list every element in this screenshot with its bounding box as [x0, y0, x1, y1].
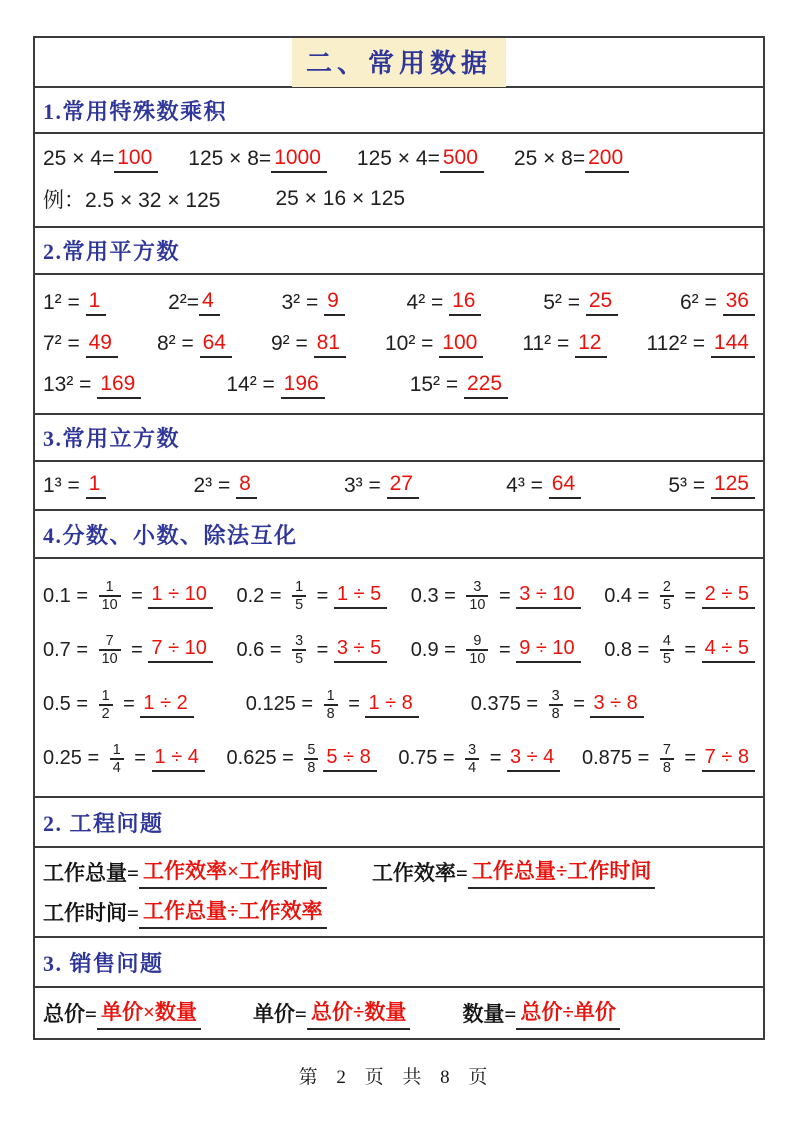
equation: [43, 146, 158, 173]
equation-lhs: 5³ =: [668, 473, 711, 497]
equation-lhs: 3³ =: [344, 473, 387, 497]
section-content-engineering-problems: [35, 848, 763, 938]
equation: [410, 372, 508, 399]
fraction: [660, 579, 674, 613]
equation-lhs: 8² =: [157, 332, 200, 355]
equation: [168, 289, 220, 316]
formula-answer: 工作总量÷工作时间: [468, 855, 656, 889]
equation: [43, 855, 327, 889]
formula-label: 工作总量=: [43, 860, 139, 885]
equals-sign: =: [567, 693, 591, 716]
equation: [43, 895, 327, 929]
title-row: [35, 38, 763, 88]
decimal-value: 0.3: [410, 584, 439, 607]
equation: [43, 372, 141, 399]
equation-lhs: 125 × 4=: [356, 147, 440, 171]
fraction: [660, 742, 674, 776]
fraction: [99, 688, 113, 722]
fraction-denominator: 5: [660, 649, 674, 667]
expression-text: 例：2.5 × 32 × 125: [43, 189, 221, 213]
equation-answer: 27: [387, 472, 419, 499]
content-line: [43, 331, 755, 358]
equals-sign: =: [437, 747, 461, 770]
section-heading-engineering-problems: 2. 工程问题: [35, 798, 763, 848]
formula-label: 总价=: [43, 1002, 97, 1026]
equation: [236, 579, 387, 613]
fraction: [324, 688, 338, 722]
fraction-denominator: 4: [465, 758, 479, 776]
equals-sign: =: [678, 638, 702, 661]
formula-label: 单价=: [252, 1002, 307, 1026]
equals-sign: =: [632, 747, 655, 770]
fraction: [465, 742, 479, 776]
fraction-denominator: 10: [99, 595, 121, 613]
equation: [344, 472, 419, 499]
fraction-numerator: 9: [473, 633, 482, 650]
formula-label: 工作效率=: [371, 860, 468, 885]
equals-sign: =: [438, 638, 462, 661]
formula-answer: 总价÷单价: [516, 996, 620, 1030]
equation-answer: 144: [711, 331, 755, 358]
equation-lhs: 4² =: [406, 290, 450, 314]
division-answer: 7 ÷ 8: [702, 746, 755, 772]
formula-answer: 工作总量÷工作效率: [139, 895, 327, 929]
sections-container: [35, 88, 763, 1038]
division-answer: 5 ÷ 8: [323, 746, 376, 772]
equals-sign: =: [125, 584, 149, 607]
decimal-value: 0.8: [604, 638, 633, 661]
equation-lhs: 112² =: [646, 332, 711, 355]
equation: [604, 633, 755, 667]
equation-lhs: 2²=: [168, 290, 199, 314]
content-line: [43, 472, 755, 499]
decimal-value: 0.75: [398, 747, 438, 770]
equation-answer: 25: [586, 289, 618, 316]
formula-answer: 单价×数量: [97, 996, 201, 1030]
decimal-value: 0.6: [236, 638, 265, 661]
fraction: [292, 579, 306, 613]
equation: [246, 688, 419, 722]
equation: [398, 742, 560, 776]
equation-lhs: 13² =: [43, 373, 98, 397]
equation: [43, 331, 118, 358]
fraction-numerator: 1: [105, 579, 114, 595]
fraction-numerator: 2: [662, 579, 671, 595]
content-line: [43, 372, 755, 399]
equation: [411, 579, 581, 613]
equation: [194, 472, 257, 499]
equation-answer: 36: [723, 289, 755, 316]
equals-sign: =: [295, 693, 319, 716]
equals-sign: =: [117, 693, 141, 716]
fraction-numerator: 3: [468, 741, 477, 758]
equation-answer: 1: [86, 472, 107, 499]
equation-lhs: 2³ =: [193, 473, 237, 497]
fraction: [99, 633, 121, 667]
fraction-numerator: 1: [326, 687, 335, 704]
fraction-numerator: 3: [551, 687, 560, 704]
equation-lhs: 6² =: [679, 290, 723, 314]
section-content-fraction-decimal-division: [35, 559, 763, 798]
decimal-value: 0.7: [43, 638, 71, 661]
equation: [43, 633, 213, 667]
fraction-numerator: 5: [307, 741, 316, 758]
content-line: [43, 184, 755, 214]
fraction-denominator: 10: [466, 649, 488, 667]
equals-sign: =: [632, 584, 655, 607]
equation: [604, 579, 755, 613]
fraction-denominator: 10: [99, 649, 121, 667]
decimal-value: 0.9: [410, 638, 439, 661]
equation: [543, 289, 618, 316]
fraction-denominator: 10: [466, 595, 488, 613]
content-line: [43, 996, 755, 1030]
fraction-denominator: 5: [660, 595, 674, 613]
equation: [471, 688, 644, 722]
section-content-special-products: [35, 134, 763, 228]
content-line: [43, 895, 755, 929]
equals-sign: =: [264, 584, 288, 607]
equation: [43, 579, 213, 613]
equation: [253, 996, 411, 1030]
fraction-numerator: 7: [662, 741, 671, 758]
section-content-squares: [35, 275, 763, 415]
decimal-value: 0.375: [470, 693, 521, 716]
division-answer: 3 ÷ 8: [590, 692, 643, 718]
fraction: [466, 633, 488, 667]
reference-table: [33, 36, 765, 1040]
equals-sign: =: [484, 747, 507, 770]
equation-answer: 1000: [271, 146, 327, 173]
equals-sign: =: [678, 747, 702, 770]
equals-sign: =: [276, 747, 300, 770]
decimal-value: 0.5: [43, 693, 71, 716]
equation: [281, 289, 344, 316]
fraction-denominator: 5: [292, 649, 306, 667]
equals-sign: =: [311, 638, 334, 661]
equation-answer: 64: [200, 331, 232, 358]
equation-lhs: 10² =: [385, 332, 440, 355]
fraction-denominator: 2: [99, 704, 113, 722]
equation: [647, 331, 755, 358]
decimal-value: 0.625: [226, 747, 277, 770]
expression: [275, 187, 405, 211]
equals-sign: =: [520, 693, 544, 716]
equation: [43, 688, 194, 722]
equals-sign: =: [438, 584, 462, 607]
equation-lhs: 125 × 8=: [188, 147, 272, 171]
section-heading-cubes: 3.常用立方数: [35, 415, 763, 462]
division-answer: 7 ÷ 10: [148, 637, 212, 663]
equation-answer: 100: [439, 331, 483, 358]
fraction-numerator: 3: [295, 633, 304, 650]
equation-answer: 500: [440, 146, 484, 173]
equation-lhs: 5² =: [543, 290, 586, 314]
equation-lhs: 25 × 8=: [513, 147, 586, 171]
fraction: [549, 688, 563, 722]
division-answer: 9 ÷ 10: [516, 637, 580, 663]
section-heading-special-products: 1.常用特殊数乘积: [35, 88, 763, 134]
content-line: [43, 742, 755, 776]
content-line: [43, 633, 755, 667]
equation-lhs: 1² =: [43, 290, 86, 314]
fraction: [660, 633, 674, 667]
fraction: [466, 579, 488, 613]
equation: [188, 146, 327, 173]
equation: [236, 633, 387, 667]
equation-lhs: 1³ =: [43, 473, 86, 497]
formula-answer: 工作效率×工作时间: [139, 855, 327, 889]
fraction: [99, 579, 121, 613]
fraction-denominator: 4: [110, 758, 124, 776]
equation-lhs: 3² =: [281, 290, 325, 314]
division-answer: 1 ÷ 10: [148, 583, 212, 609]
equation-answer: 1: [86, 289, 107, 316]
fraction: [304, 742, 318, 776]
equals-sign: =: [264, 638, 288, 661]
equals-sign: =: [125, 638, 149, 661]
equation: [357, 146, 484, 173]
equals-sign: =: [342, 693, 366, 716]
equation-answer: 81: [314, 331, 346, 358]
fraction-denominator: 8: [549, 704, 563, 722]
decimal-value: 0.1: [43, 584, 71, 607]
fraction-numerator: 3: [473, 579, 482, 595]
equation: [157, 331, 232, 358]
equation-answer: 64: [549, 472, 581, 499]
equation-answer: 196: [281, 372, 325, 399]
fraction-numerator: 1: [112, 741, 121, 758]
equation: [227, 742, 377, 776]
equals-sign: =: [81, 747, 105, 770]
equation-answer: 4: [199, 289, 220, 316]
division-answer: 3 ÷ 4: [507, 746, 560, 772]
equation: [407, 289, 482, 316]
division-answer: 4 ÷ 5: [702, 637, 755, 663]
equation-lhs: 11² =: [522, 332, 576, 355]
formula-label: 工作时间=: [43, 901, 139, 926]
content-line: [43, 146, 755, 173]
decimal-value: 0.875: [581, 747, 633, 770]
fraction-numerator: 7: [105, 633, 114, 650]
division-answer: 2 ÷ 5: [702, 583, 755, 609]
section-heading-fraction-decimal-division: 4.分数、小数、除法互化: [35, 511, 763, 559]
equation: [411, 633, 581, 667]
equation-answer: 225: [464, 372, 508, 399]
equals-sign: =: [70, 693, 94, 716]
fraction: [292, 633, 306, 667]
equation: [43, 742, 205, 776]
equation-lhs: 7² =: [43, 332, 86, 355]
fraction-denominator: 8: [660, 758, 674, 776]
equation: [582, 742, 755, 776]
division-answer: 1 ÷ 8: [365, 692, 418, 718]
content-line: [43, 688, 755, 722]
equation-answer: 9: [324, 289, 345, 316]
equals-sign: =: [311, 584, 334, 607]
division-answer: 1 ÷ 5: [334, 583, 387, 609]
fraction-denominator: 5: [292, 595, 306, 613]
equation: [514, 146, 629, 173]
equation: [680, 289, 755, 316]
equation: [43, 996, 201, 1030]
division-answer: 3 ÷ 5: [334, 637, 387, 663]
content-line: [43, 289, 755, 316]
division-answer: 3 ÷ 10: [516, 583, 580, 609]
equals-sign: =: [493, 638, 517, 661]
fraction-numerator: 4: [662, 633, 671, 650]
equals-sign: =: [128, 747, 152, 770]
formula-label: 数量=: [462, 1002, 517, 1026]
expression: [43, 184, 220, 214]
formula-answer: 总价÷数量: [307, 996, 411, 1030]
equation-answer: 100: [114, 146, 158, 173]
section-content-sales-problems: [35, 988, 763, 1038]
equation: [668, 472, 755, 499]
equation: [271, 331, 346, 358]
section-heading-sales-problems: 3. 销售问题: [35, 938, 763, 988]
fraction: [110, 742, 124, 776]
equation-lhs: 9² =: [271, 332, 314, 355]
fraction-denominator: 8: [324, 704, 338, 722]
equation-answer: 8: [236, 472, 257, 499]
equation-answer: 200: [585, 146, 629, 173]
section-heading-squares: 2.常用平方数: [35, 228, 763, 275]
equals-sign: =: [632, 638, 655, 661]
equation-answer: 125: [711, 472, 755, 499]
expression-text: 25 × 16 × 125: [275, 187, 406, 211]
equation: [43, 289, 106, 316]
equals-sign: =: [70, 638, 94, 661]
equation-lhs: 14² =: [226, 373, 281, 397]
equation-answer: 12: [575, 331, 607, 358]
decimal-value: 0.25: [43, 747, 82, 770]
equation-answer: 16: [449, 289, 481, 316]
equation-answer: 49: [86, 331, 118, 358]
fraction-denominator: 8: [304, 758, 318, 776]
equation-lhs: 25 × 4=: [43, 147, 115, 171]
equals-sign: =: [493, 584, 517, 607]
equation-lhs: 4³ =: [506, 473, 549, 497]
page-title: 二、常用数据: [292, 38, 506, 87]
equation-lhs: 15² =: [409, 373, 464, 397]
equation: [372, 855, 656, 889]
equation: [43, 472, 106, 499]
division-answer: 1 ÷ 4: [152, 746, 205, 772]
equals-sign: =: [70, 584, 94, 607]
fraction-numerator: 1: [295, 579, 304, 595]
equation-answer: 169: [97, 372, 141, 399]
decimal-value: 0.4: [604, 584, 633, 607]
division-answer: 1 ÷ 2: [140, 692, 193, 718]
equation: [385, 331, 483, 358]
equation: [462, 996, 620, 1030]
equation: [506, 472, 581, 499]
page-footer: 第 2 页 共 8 页: [298, 1067, 495, 1088]
content-line: [43, 579, 755, 613]
section-content-cubes: [35, 462, 763, 511]
decimal-value: 0.2: [236, 584, 265, 607]
decimal-value: 0.125: [245, 693, 296, 716]
content-line: [43, 855, 755, 889]
equation: [522, 331, 607, 358]
equation: [226, 372, 324, 399]
fraction-numerator: 1: [101, 687, 110, 704]
equals-sign: =: [678, 584, 702, 607]
